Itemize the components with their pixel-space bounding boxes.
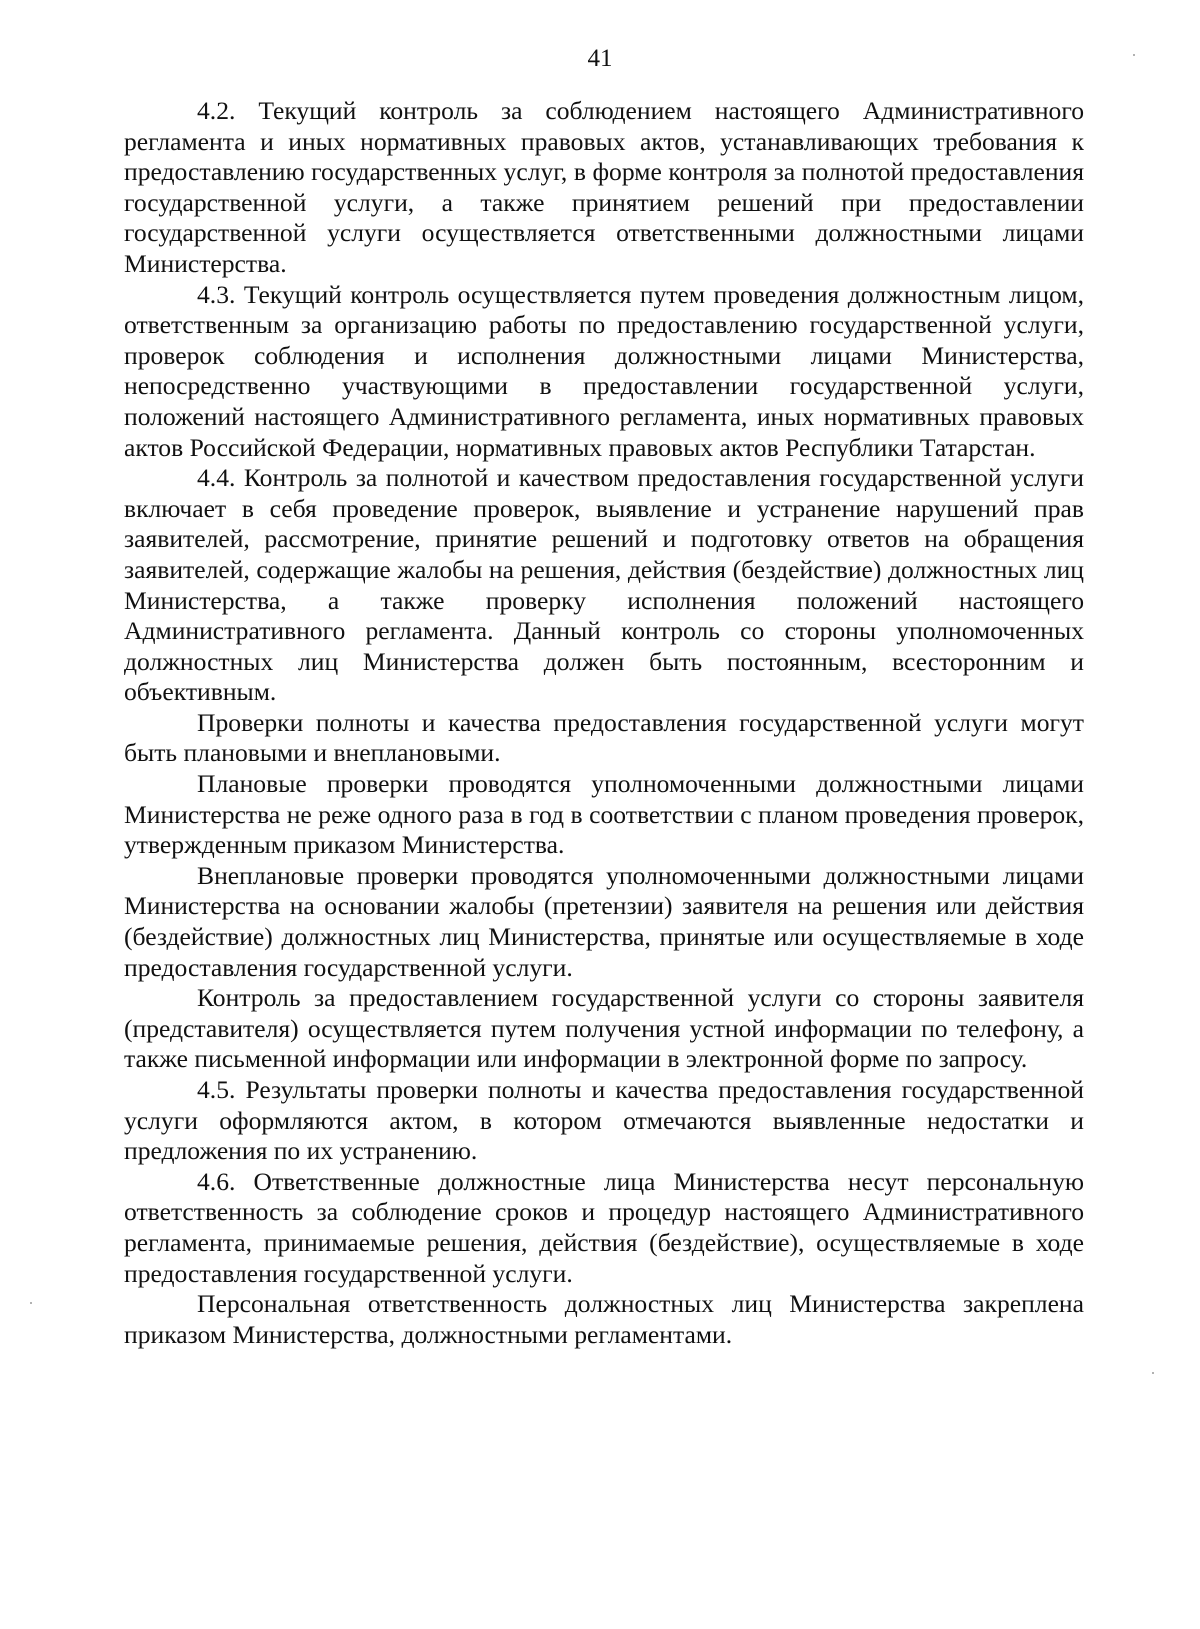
paragraph-4-2: 4.2. Текущий контроль за соблюдением настоящего Административного регламента и иных нормативных правовых актов, устанавливающих требования к предоставлению государственных услуг, в форме контроля за полнотой предоставления государственной услуги, а также принятием решений при предоставлении государственной услуги осуществляется ответственными должностными лицами Министерства. [124, 96, 1084, 278]
paragraph-personal-responsibility: Персональная ответственность должностных лиц Министерства закреплена приказом Министерства, должностными регламентами. [124, 1289, 1084, 1349]
page-number: 41 [587, 45, 613, 72]
paragraph-unplanned-checks: Внеплановые проверки проводятся уполномоченными должностными лицами Министерства на основании жалобы (претензии) заявителя на решения или действия (бездействие) должностных лиц Министерства, принятые или осуществляемые в ходе предоставления государственной услуги. [124, 860, 1084, 982]
scan-speck [30, 1302, 32, 1304]
paragraph-applicant-control: Контроль за предоставлением государственной услуги со стороны заявителя (представителя) осуществляется путем получения устной информации по телефону, а также письменной информации или информации в электронной форме по запросу. [124, 983, 1084, 1074]
scan-speck [1133, 54, 1135, 56]
paragraph-planned-checks: Плановые проверки проводятся уполномоченными должностными лицами Министерства не реже одного раза в год в соответствии с планом проведения проверок, утвержденным приказом Министерства. [124, 769, 1084, 860]
paragraph-4-3: 4.3. Текущий контроль осуществляется путем проведения должностным лицом, ответственным за организацию работы по предоставлению государственной услуги, проверок соблюдения и исполнения должностными лицами Министерства, непосредственно участвующими в предоставлении государственной услуги, положений настоящего Административного регламента, иных нормативных правовых актов Российской Федерации, нормативных правовых актов Республики Татарстан. [124, 279, 1084, 462]
paragraph-4-5: 4.5. Результаты проверки полноты и качества предоставления государственной услуги оформляются актом, в котором отмечаются выявленные недостатки и предложения по их устранению. [124, 1075, 1084, 1166]
paragraph-checks-types: Проверки полноты и качества предоставления государственной услуги могут быть плановыми и внеплановыми. [124, 707, 1084, 768]
document-body [124, 96, 1084, 1350]
paragraph-4-4: 4.4. Контроль за полнотой и качеством предоставления государственной услуги включает в себя проведение проверок, выявление и устранение нарушений прав заявителей, рассмотрение, принятие решений и подготовку ответов на обращения заявителей, содержащие жалобы на решения, действия (бездействие) должностных лиц Министерства, а также проверку исполнения положений настоящего Административного регламента. Данный контроль со стороны уполномоченных должностных лиц Министерства должен быть постоянным, всесторонним и объективным. [124, 463, 1084, 707]
scan-speck [1152, 1372, 1154, 1374]
paragraph-4-6: 4.6. Ответственные должностные лица Министерства несут персональную ответственность за соблюдение сроков и процедур настоящего Административного регламента, принимаемые решения, действия (бездействие), осуществляемые в ходе предоставления государственной услуги. [124, 1166, 1084, 1288]
